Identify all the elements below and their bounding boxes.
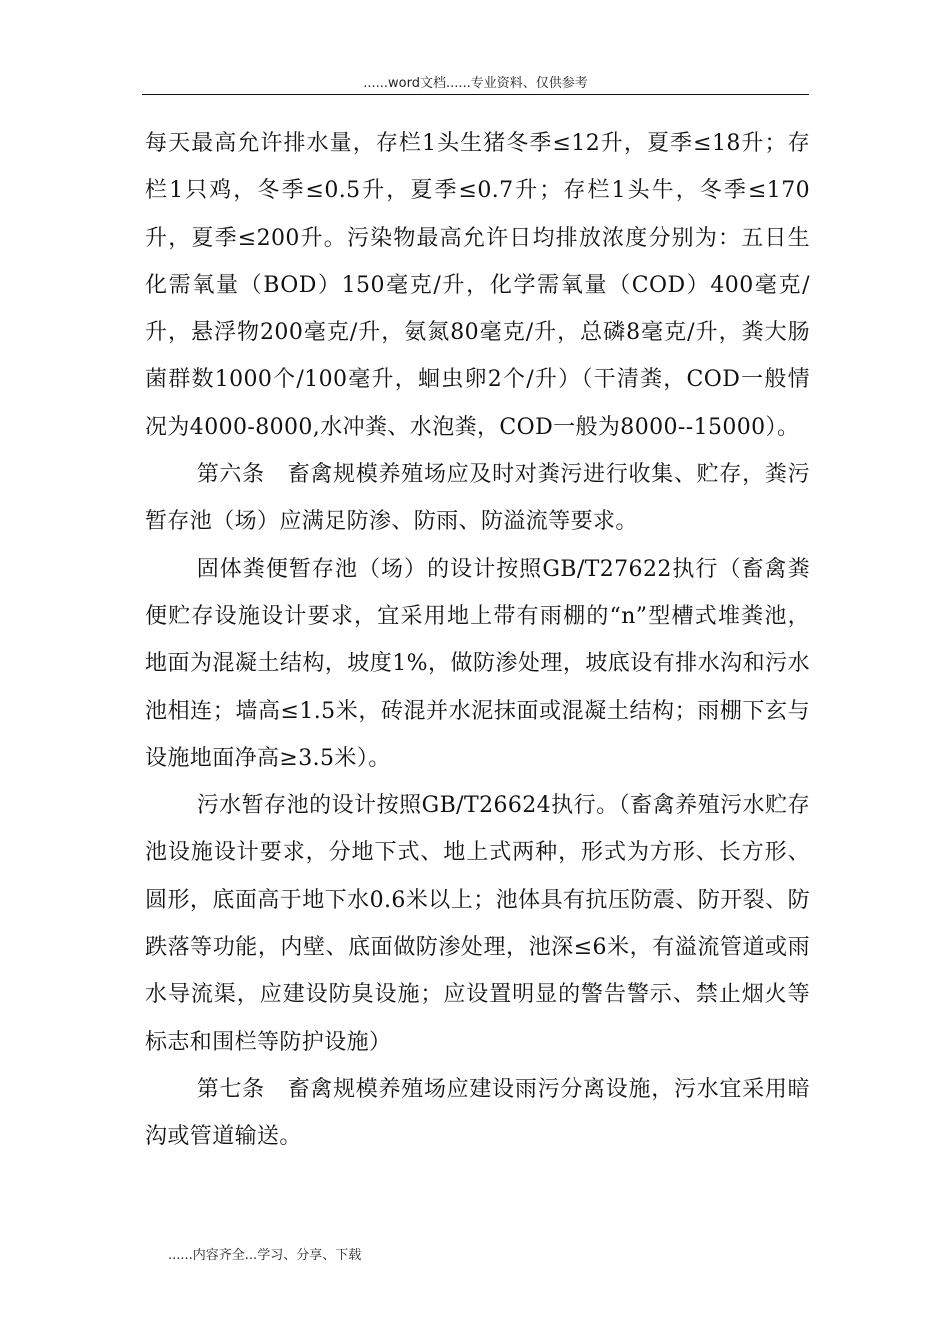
- paragraph-article-6: 第六条 畜禽规模养殖场应及时对粪污进行收集、贮存，粪污暂存池（场）应满足防渗、防雨、防溢流等要求。: [145, 462, 810, 535]
- header-divider: [142, 94, 809, 95]
- document-body: [145, 120, 810, 1161]
- paragraph-wastewater-storage: 污水暂存池的设计按照GB/T26624执行。（畜禽养殖污水贮存池设施设计要求，分地下式、地上式两种，形式为方形、长方形、圆形，底面高于地下水0.6米以上；池体具有抗压防震、防开裂、防跌落等功能，内壁、底面做防渗处理，池深≤6米，有溢流管道或雨水导流渠，应建设防臭设施；应设置明显的警告警示、禁止烟火等标志和围栏等防护设施）: [145, 793, 810, 1055]
- paragraph-discharge-limits: 每天最高允许排水量，存栏1头生猪冬季≤12升，夏季≤18升；存栏1只鸡，冬季≤0.5升，夏季≤0.7升；存栏1头牛，冬季≤170升，夏季≤200升。污染物最高允许日均排放浓度分别为：五日生化需氧量（BOD）150毫克/升，化学需氧量（COD）400毫克/升，悬浮物200毫克/升，氨氮80毫克/升，总磷8毫克/升，粪大肠菌群数1000个/100毫升，蛔虫卵2个/升）（干清粪，COD一般情况为4000-8000,水冲粪、水泡粪，COD一般为8000--15000）。: [145, 131, 810, 440]
- paragraph-solid-manure-storage: 固体粪便暂存池（场）的设计按照GB/T27622执行（畜禽粪便贮存设施设计要求，宜采用地上带有雨棚的“n”型槽式堆粪池，地面为混凝土结构，坡度1%，做防渗处理，坡底设有排水沟和污水池相连；墙高≤1.5米，砖混并水泥抹面或混凝土结构；雨棚下玄与设施地面净高≥3.5米）。: [145, 556, 810, 771]
- page-footer: ......内容齐全...学习、分享、下载: [168, 1248, 362, 1263]
- paragraph-article-7: 第七条 畜禽规模养殖场应建设雨污分离设施，污水宜采用暗沟或管道输送。: [145, 1076, 810, 1150]
- page-header: ......word文档......专业资料、仅供参考: [363, 76, 588, 91]
